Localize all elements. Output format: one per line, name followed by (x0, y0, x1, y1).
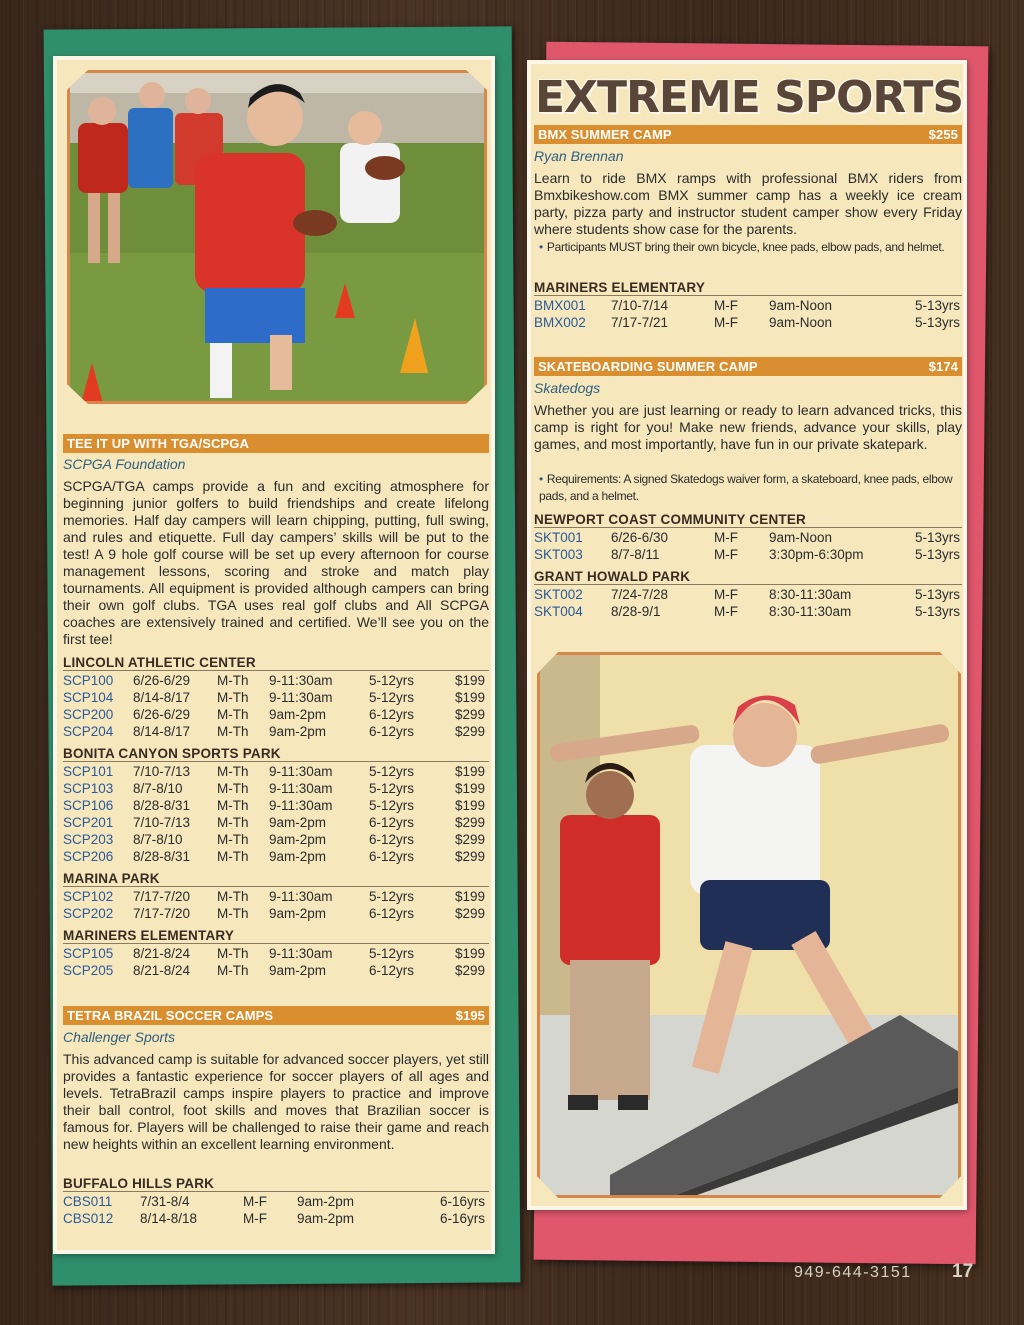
schedule-row (63, 797, 489, 814)
session-ages: 5-12yrs (369, 889, 415, 904)
location-heading: MARINERS ELEMENTARY (63, 928, 489, 944)
session-time: 8:30-11:30am (769, 604, 852, 619)
session-dates: 8/21-8/24 (133, 963, 191, 978)
session-time: 9am-2pm (269, 963, 327, 978)
session-code: CBS012 (63, 1211, 114, 1226)
bmx-requirement-text: Participants MUST bring their own bicycle, knee pads, elbow pads, and helmet. (546, 240, 945, 254)
session-days: M-Th (217, 906, 249, 921)
schedule-row (534, 603, 962, 620)
session-time: 3:30pm-6:30pm (769, 547, 864, 562)
session-ages: 6-12yrs (369, 724, 415, 739)
page-title: EXTREME SPORTS (535, 72, 964, 123)
football-photo-illustration (70, 73, 487, 404)
session-time: 9am-2pm (269, 815, 327, 830)
session-ages: 5-13yrs (914, 547, 960, 562)
location-heading: LINCOLN ATHLETIC CENTER (63, 655, 489, 671)
session-code: SCP204 (63, 724, 114, 739)
right-card (527, 60, 967, 1210)
session-code: SCP103 (63, 781, 114, 796)
session-ages: 5-13yrs (914, 604, 960, 619)
session-time: 9-11:30am (269, 798, 333, 813)
soccer-title: TETRA BRAZIL SOCCER CAMPS (67, 1008, 274, 1023)
session-dates: 6/26-6/29 (133, 707, 191, 722)
session-price: $299 (454, 849, 485, 864)
session-days: M-Th (217, 889, 249, 904)
session-dates: 8/28-8/31 (133, 849, 191, 864)
session-ages: 5-13yrs (914, 587, 960, 602)
session-price: $199 (454, 889, 485, 904)
session-code: SCP206 (63, 849, 114, 864)
bullet-dot: • (539, 240, 543, 254)
soccer-price: $195 (455, 1008, 485, 1023)
session-price: $299 (454, 815, 485, 830)
schedule-row (534, 297, 962, 314)
session-ages: 6-12yrs (369, 707, 415, 722)
session-days: M-Th (217, 707, 249, 722)
skate-price: $174 (928, 359, 958, 374)
session-code: SKT004 (534, 604, 583, 619)
skateboard-photo-illustration (540, 655, 961, 1198)
session-time: 9-11:30am (269, 946, 333, 961)
schedule-row (63, 848, 489, 865)
session-days: M-F (243, 1194, 267, 1209)
session-dates: 7/31-8/4 (140, 1194, 190, 1209)
footer-page-number: 17 (952, 1261, 974, 1282)
session-dates: 8/7-8/10 (133, 832, 183, 847)
session-dates: 7/17-7/21 (611, 315, 669, 330)
location-heading: BONITA CANYON SPORTS PARK (63, 746, 489, 762)
session-ages: 5-13yrs (914, 530, 960, 545)
session-price: $299 (454, 963, 485, 978)
session-dates: 8/14-8/18 (140, 1211, 198, 1226)
left-card (53, 56, 495, 1254)
footer-phone: 949-644-3151 (794, 1264, 912, 1281)
session-days: M-Th (217, 849, 249, 864)
session-price: $199 (454, 798, 485, 813)
session-dates: 8/21-8/24 (133, 946, 191, 961)
session-days: M-Th (217, 673, 249, 688)
session-time: 9am-2pm (269, 724, 327, 739)
session-ages: 6-12yrs (369, 906, 415, 921)
session-days: M-F (714, 530, 738, 545)
skate-requirement-text: Requirements: A signed Skatedogs waiver form, a skateboard, knee pads, elbow pads, and a helmet. (539, 472, 953, 503)
session-dates: 7/17-7/20 (133, 906, 191, 921)
schedule-row (63, 945, 489, 962)
session-dates: 8/7-8/11 (611, 547, 660, 562)
session-time: 9-11:30am (269, 673, 333, 688)
session-days: M-F (714, 315, 738, 330)
soccer-provider: Challenger Sports (63, 1029, 176, 1045)
session-dates: 7/24-7/28 (611, 587, 669, 602)
bmx-section-header (534, 125, 962, 144)
session-days: M-Th (217, 724, 249, 739)
session-code: SKT002 (534, 587, 583, 602)
session-ages: 6-12yrs (369, 832, 415, 847)
schedule-row (63, 763, 489, 780)
session-time: 9-11:30am (269, 690, 333, 705)
location-heading: NEWPORT COAST COMMUNITY CENTER (534, 512, 962, 528)
session-dates: 8/14-8/17 (133, 724, 191, 739)
session-price: $299 (454, 832, 485, 847)
schedule-row (63, 1210, 489, 1227)
session-time: 9am-2pm (269, 832, 327, 847)
schedule-row (63, 888, 489, 905)
session-dates: 8/28-8/31 (133, 798, 191, 813)
session-code: SKT003 (534, 547, 583, 562)
schedule-row (63, 780, 489, 797)
session-ages: 5-12yrs (369, 690, 415, 705)
session-code: SCP200 (63, 707, 114, 722)
session-ages: 5-12yrs (369, 764, 415, 779)
session-code: CBS011 (63, 1194, 113, 1209)
session-days: M-F (714, 587, 738, 602)
session-ages: 6-12yrs (369, 815, 415, 830)
skate-provider: Skatedogs (534, 380, 601, 396)
session-dates: 7/17-7/20 (133, 889, 191, 904)
session-price: $299 (454, 707, 485, 722)
session-price: $299 (454, 906, 485, 921)
skateboard-camp-photo (537, 652, 961, 1198)
schedule-row (534, 314, 962, 331)
session-ages: 5-12yrs (369, 798, 415, 813)
session-ages: 5-13yrs (914, 315, 960, 330)
session-code: SCP205 (63, 963, 114, 978)
session-days: M-F (714, 298, 738, 313)
schedule-row (534, 529, 962, 546)
session-ages: 6-12yrs (369, 849, 415, 864)
session-days: M-Th (217, 781, 249, 796)
skate-description: Whether you are just learning or ready to learn advanced tricks, this camp is right for you! Make new friends, advance your skills, play games, and most importantly, have fun in our private skatepark. (534, 402, 962, 452)
schedule-row (63, 831, 489, 848)
session-code: SKT001 (534, 530, 583, 545)
session-code: BMX001 (534, 298, 586, 313)
session-days: M-F (714, 604, 738, 619)
session-time: 9am-2pm (269, 849, 327, 864)
football-camp-photo (67, 70, 487, 404)
session-days: M-F (714, 547, 738, 562)
session-dates: 7/10-7/14 (611, 298, 669, 313)
session-days: M-F (243, 1211, 267, 1226)
session-days: M-Th (217, 690, 249, 705)
session-ages: 5-13yrs (914, 298, 960, 313)
session-code: SCP202 (63, 906, 114, 921)
bullet-dot: • (539, 472, 543, 486)
session-days: M-Th (217, 963, 249, 978)
session-code: SCP102 (63, 889, 114, 904)
session-code: SCP104 (63, 690, 114, 705)
session-days: M-Th (217, 815, 249, 830)
session-time: 9-11:30am (269, 764, 333, 779)
soccer-description: This advanced camp is suitable for advanced soccer players, yet still provides a fantastic experience for soccer players of all ages and levels. TetraBrazil camps inspire players to practice and improve their ball control, foot skills and moves that Brazilian soccer is famous for. Players will be challenged to raise their game and reach new heights within an excellent learning environment. (63, 1051, 489, 1152)
session-price: $199 (454, 781, 485, 796)
session-time: 9am-2pm (269, 906, 327, 921)
schedule-row (534, 586, 962, 603)
session-days: M-Th (217, 764, 249, 779)
bmx-title: BMX SUMMER CAMP (538, 127, 672, 142)
skate-section-header (534, 357, 962, 376)
session-price: $299 (454, 724, 485, 739)
session-dates: 8/28-9/1 (611, 604, 661, 619)
session-time: 9am-Noon (769, 315, 833, 330)
golf-section-header (63, 434, 489, 453)
session-price: $199 (454, 690, 485, 705)
schedule-row (63, 723, 489, 740)
session-ages: 6-16yrs (439, 1194, 485, 1209)
session-code: SCP101 (63, 764, 114, 779)
golf-title: TEE IT UP WITH TGA/SCPGA (67, 436, 250, 451)
session-code: SCP106 (63, 798, 114, 813)
session-ages: 6-16yrs (439, 1211, 485, 1226)
schedule-row (63, 672, 489, 689)
skate-title: SKATEBOARDING SUMMER CAMP (538, 359, 758, 374)
session-dates: 6/26-6/29 (133, 673, 191, 688)
session-days: M-Th (217, 946, 249, 961)
golf-description: SCPGA/TGA camps provide a fun and exciting atmosphere for beginning junior golfers to build friendships and create lifelong memories. Half day campers will learn chipping, putting, full swing, and rules and etiquette. Full day campers’ skills will be put to the test! A 9 hole golf course will be set up every afternoon for course management lessons, scoring and stroke and match play tournaments. All equipment is provided although campers can bring their own golf clubs. TGA uses real golf clubs and All SCPGA coaches are extensively trained and certified. We’ll see you on the first tee! (63, 478, 489, 647)
session-days: M-Th (217, 798, 249, 813)
session-days: M-Th (217, 832, 249, 847)
session-dates: 7/10-7/13 (133, 815, 191, 830)
session-time: 9am-2pm (297, 1194, 355, 1209)
session-code: SCP100 (63, 673, 114, 688)
schedule-row (63, 1193, 489, 1210)
schedule-row (63, 962, 489, 979)
schedule-row (63, 706, 489, 723)
session-ages: 5-12yrs (369, 673, 415, 688)
session-dates: 7/10-7/13 (133, 764, 191, 779)
session-price: $199 (454, 673, 485, 688)
golf-provider: SCPGA Foundation (63, 456, 186, 472)
location-heading: MARINA PARK (63, 871, 489, 887)
bmx-requirement (539, 239, 959, 256)
session-price: $199 (454, 764, 485, 779)
schedule-row (63, 814, 489, 831)
session-code: SCP203 (63, 832, 114, 847)
session-time: 9-11:30am (269, 889, 333, 904)
session-time: 9-11:30am (269, 781, 333, 796)
session-dates: 8/7-8/10 (133, 781, 183, 796)
bmx-description: Learn to ride BMX ramps with professional BMX riders from Bmxbikeshow.com BMX summer camp has a weekly ice cream party, pizza party and instructor student camper show every Friday where students show case for the parents. (534, 170, 962, 237)
session-dates: 6/26-6/30 (611, 530, 669, 545)
session-time: 9am-2pm (269, 707, 327, 722)
session-time: 9am-Noon (769, 298, 833, 313)
skate-requirement (539, 471, 959, 505)
bmx-price: $255 (928, 127, 958, 142)
location-heading: MARINERS ELEMENTARY (534, 280, 962, 296)
session-code: SCP201 (63, 815, 114, 830)
schedule-row (534, 546, 962, 563)
session-time: 9am-Noon (769, 530, 833, 545)
location-heading: GRANT HOWALD PARK (534, 569, 962, 585)
session-time: 8:30-11:30am (769, 587, 852, 602)
session-ages: 5-12yrs (369, 781, 415, 796)
session-code: SCP105 (63, 946, 114, 961)
schedule-row (63, 689, 489, 706)
session-ages: 5-12yrs (369, 946, 415, 961)
session-ages: 6-12yrs (369, 963, 415, 978)
location-heading: BUFFALO HILLS PARK (63, 1176, 489, 1192)
session-dates: 8/14-8/17 (133, 690, 191, 705)
session-code: BMX002 (534, 315, 586, 330)
session-price: $199 (454, 946, 485, 961)
soccer-section-header (63, 1006, 489, 1025)
session-time: 9am-2pm (297, 1211, 355, 1226)
schedule-row (63, 905, 489, 922)
bmx-provider: Ryan Brennan (534, 148, 624, 164)
